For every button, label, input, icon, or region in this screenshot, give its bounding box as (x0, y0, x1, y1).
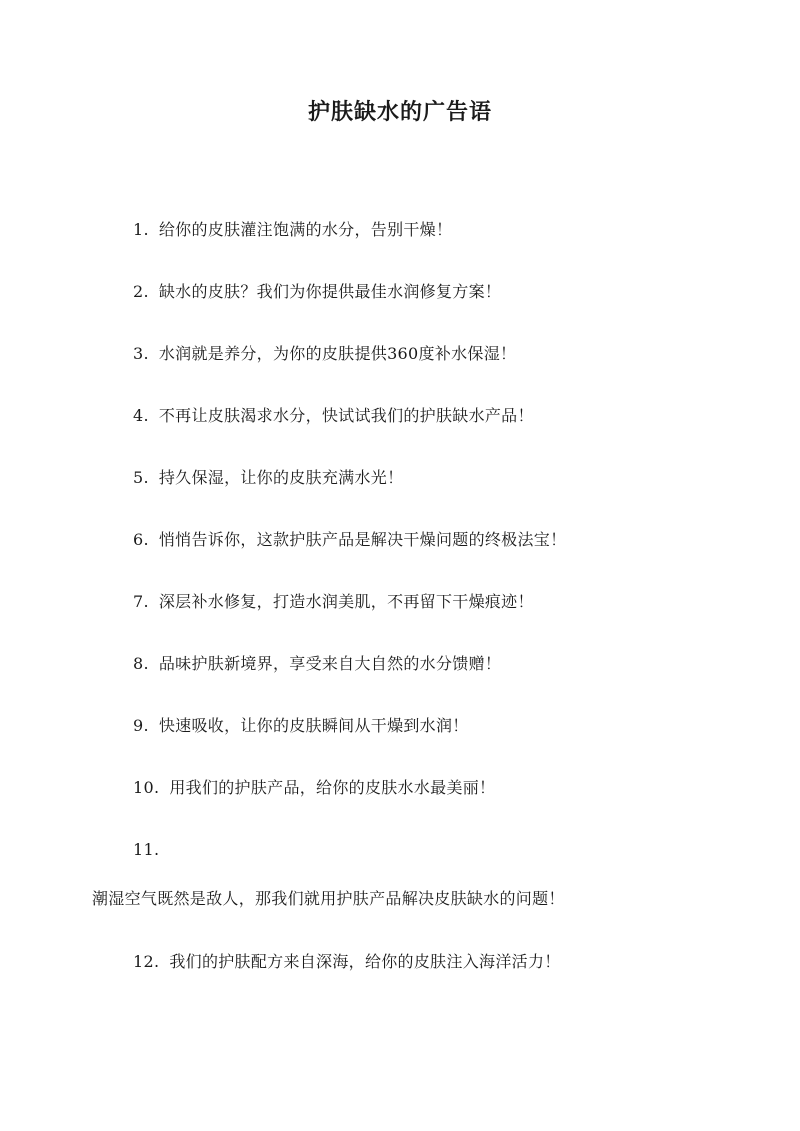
item-text: 持久保湿，让你的皮肤充满水光！ (158, 468, 404, 487)
item-number: 3. (133, 344, 149, 363)
list-item (133, 280, 501, 304)
list-item (133, 466, 403, 490)
item-text: 品味护肤新境界，享受来自大自然的水分馈赠！ (158, 654, 502, 673)
item-number: 9. (133, 716, 149, 735)
item-number: 2. (133, 282, 149, 301)
item-text: 缺水的皮肤？我们为你提供最佳水润修复方案！ (158, 282, 502, 301)
item-number: 6. (133, 530, 149, 549)
page-title: 护肤缺水的广告语 (307, 99, 492, 125)
item-number: 10. (133, 778, 160, 797)
list-item (133, 838, 169, 862)
item-number: 12. (133, 952, 160, 971)
item-number: 11. (133, 840, 160, 859)
item-number: 7. (133, 592, 149, 611)
item-number: 1. (133, 220, 149, 239)
list-item (133, 714, 469, 738)
item-number: 4. (133, 406, 149, 425)
item-text: 深层补水修复，打造水润美肌，不再留下干燥痕迹！ (158, 592, 534, 611)
list-item (133, 590, 534, 614)
list-item (133, 652, 501, 676)
item-text: 快速吸收，让你的皮肤瞬间从干燥到水润！ (158, 716, 469, 735)
list-item (133, 218, 452, 242)
list-item (133, 404, 534, 428)
list-item (133, 342, 516, 366)
item-text: 潮湿空气既然是敌人，那我们就用护肤产品解决皮肤缺水的问题！ (92, 889, 565, 908)
item-text: 我们的护肤配方来自深海，给你的皮肤注入海洋活力！ (169, 952, 561, 971)
item-text: 用我们的护肤产品，给你的皮肤水水最美丽！ (169, 778, 496, 797)
item-text: 水润就是养分，为你的皮肤提供360度补水保湿！ (158, 344, 517, 363)
item-text: 悄悄告诉你，这款护肤产品是解决干燥问题的终极法宝！ (158, 530, 567, 549)
item-text: 给你的皮肤灌注饱满的水分，告别干燥！ (158, 220, 453, 239)
list-item (133, 776, 495, 800)
item-text: 不再让皮肤渴求水分，快试试我们的护肤缺水产品！ (158, 406, 534, 425)
list-item (133, 528, 566, 552)
item-number: 5. (133, 468, 149, 487)
list-item (133, 950, 561, 974)
item-number: 8. (133, 654, 149, 673)
